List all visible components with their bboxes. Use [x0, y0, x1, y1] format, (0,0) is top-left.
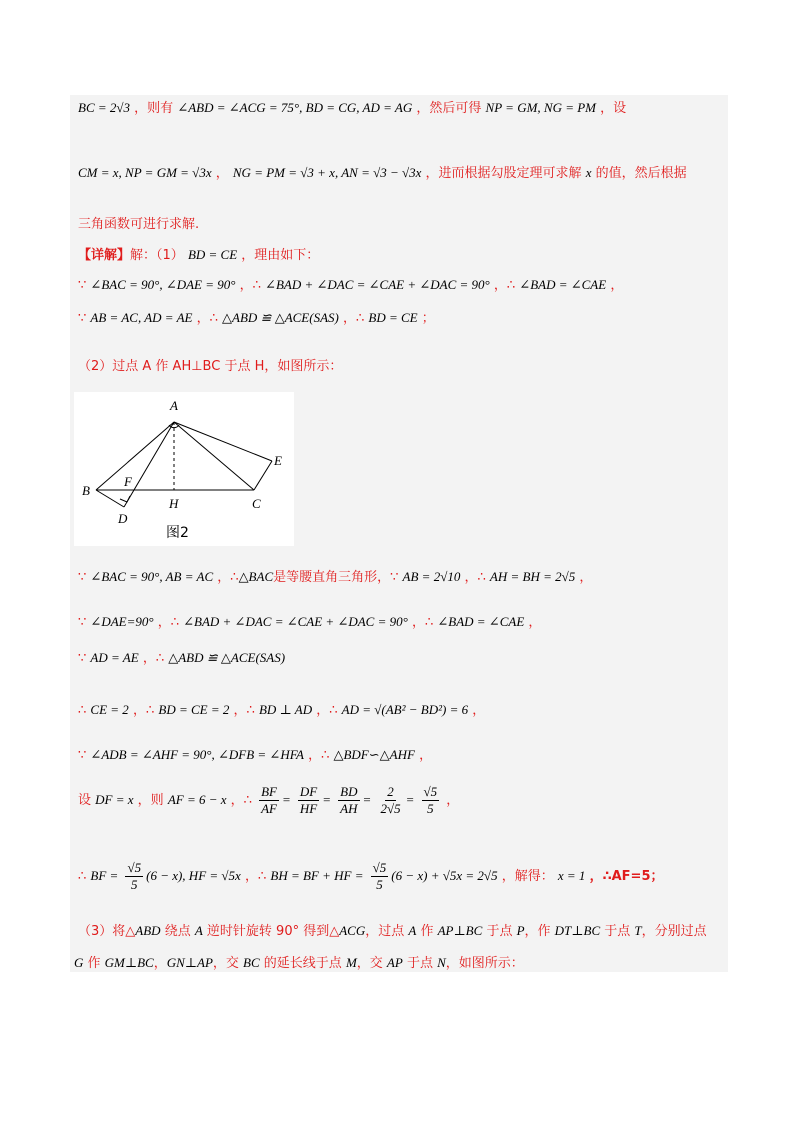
expr: A — [408, 923, 417, 938]
expr: BC = 2√3 — [78, 100, 131, 115]
expr: ∠BAC = 90°, AB = AC — [90, 569, 214, 584]
expr: ∠BAD = ∠CAE — [519, 277, 607, 292]
expr: △BDF∽△AHF — [333, 747, 415, 762]
symbol: ∵ — [78, 278, 87, 293]
text: ，交 — [212, 956, 244, 971]
label-f: F — [124, 474, 132, 489]
symbol: ，∴ — [411, 615, 434, 630]
expr: BF = — [90, 868, 119, 883]
expr: BD = CE — [187, 247, 238, 262]
symbol: ，∴ — [316, 703, 338, 718]
fraction — [298, 784, 319, 817]
symbol: ，∴ — [239, 278, 261, 293]
expr: BD ⊥ AD — [258, 702, 313, 717]
text: 解：（1） — [130, 248, 184, 263]
expr: GN⊥AP — [166, 955, 213, 970]
symbol: ，∴ — [342, 311, 365, 326]
numerator: BF — [261, 784, 277, 799]
expr: DT⊥BC — [554, 923, 601, 938]
denominator: 5 — [131, 877, 138, 892]
expr: ∠BAD + ∠DAC = ∠CAE + ∠DAC = 90° — [265, 277, 490, 292]
label-b: B — [82, 483, 90, 498]
symbol: ∵ — [78, 748, 87, 763]
symbol: ，∴ — [493, 278, 516, 293]
expr: CE = 2 — [90, 702, 129, 717]
text: 绕点 — [160, 924, 195, 939]
detail-heading — [78, 245, 319, 266]
symbol: ，∴ — [217, 570, 239, 585]
text: （3）将△ — [78, 924, 136, 939]
text: 作 — [416, 924, 438, 939]
symbol: 设 — [78, 793, 92, 808]
symbol: ，∴ — [244, 869, 267, 884]
expr: ∠ADB = ∠AHF = 90°, ∠DFB = ∠HFA — [90, 747, 304, 762]
figure-svg — [74, 392, 294, 546]
symbol: ； — [421, 311, 435, 326]
expr: ∠BAD + ∠DAC = ∠CAE + ∠DAC = 90° — [183, 614, 408, 629]
expr: ∠ABD = ∠ACG = 75°, BD = CG, AD = AG — [177, 100, 413, 115]
expr: AH = BH = 2√5 — [489, 569, 576, 584]
expr: BD = CE = 2 — [158, 702, 230, 717]
text: 作 — [83, 956, 105, 971]
part2-line-4 — [78, 700, 485, 721]
symbol: ，∴ — [157, 615, 179, 630]
text: ，如图所示： — [445, 956, 524, 971]
expr: ACG — [339, 923, 366, 938]
text: 于点 — [402, 956, 438, 971]
text: ，过点 — [365, 924, 409, 939]
text: 的值，然后根据 — [595, 166, 687, 181]
fraction — [338, 784, 359, 817]
expr: ABD — [135, 923, 161, 938]
expr: T — [634, 923, 642, 938]
text: 的延长线于点 — [259, 956, 346, 971]
expr: (6 − x), HF = √5x — [146, 868, 241, 883]
expr: N — [437, 955, 446, 970]
equals: = — [362, 792, 372, 807]
symbol: ， — [419, 748, 433, 763]
text: ，解得： — [501, 869, 554, 884]
figure-caption: 图2 — [166, 525, 189, 541]
numerator: DF — [299, 784, 318, 799]
text: 是等腰直角三角形，∵ — [273, 570, 399, 585]
text: ， — [153, 956, 167, 971]
expr: NG = PM = √3 + x, AN = √3 − √3x — [232, 165, 422, 180]
symbol: ，则 — [137, 793, 164, 808]
fraction — [259, 784, 279, 817]
symbol: ， — [528, 615, 542, 630]
expr: BH = BF + HF = — [270, 868, 364, 883]
text: ，交 — [356, 956, 387, 971]
expr: AB = AC, AD = AE — [90, 310, 193, 325]
expr: AD = √(AB² − BD²) = 6 — [341, 702, 469, 717]
part2-line-3 — [78, 648, 285, 669]
symbol: ，∴ — [464, 570, 486, 585]
analysis-line-2 — [78, 163, 687, 184]
text: ，∴AF=5； — [589, 869, 664, 884]
numerator: 2 — [387, 784, 394, 799]
part2-line-5 — [78, 745, 432, 766]
part2-line-7 — [78, 860, 664, 893]
part1-line-3 — [78, 308, 435, 329]
symbol: ， — [610, 278, 624, 293]
numerator: √5 — [423, 784, 438, 799]
expr: P — [516, 923, 525, 938]
expr: △BAC — [238, 569, 274, 584]
expr: ∠BAD = ∠CAE — [437, 614, 525, 629]
text: 于点 — [482, 924, 517, 939]
expr: (6 − x) + √5x = 2√5 — [391, 868, 498, 883]
numerator: BD — [340, 784, 358, 799]
text: ，设 — [600, 101, 627, 116]
expr: AP — [386, 955, 403, 970]
label-c: C — [252, 496, 261, 511]
equals: = — [405, 792, 415, 807]
symbol: ∴ — [78, 869, 87, 884]
text: ，进而根据勾股定理可求解 — [425, 166, 582, 181]
fraction — [378, 784, 402, 817]
symbol: ∵ — [78, 615, 87, 630]
denominator: HF — [299, 801, 318, 816]
expr: △ABD ≌ △ACE(SAS) — [222, 310, 339, 325]
symbol: ，∴ — [233, 703, 255, 718]
text: 逆时针旋转 90° 得到△ — [202, 924, 340, 939]
denominator: AF — [261, 801, 277, 816]
label-d: D — [118, 511, 128, 526]
expr: M — [345, 955, 357, 970]
part2-line-2 — [78, 612, 541, 633]
numerator: √5 — [127, 860, 142, 875]
geometry-figure — [74, 392, 294, 546]
denominator: 2√5 — [380, 801, 401, 816]
symbol: ，∴ — [142, 651, 165, 666]
part2-heading: （2）过点 A 作 AH⊥BC 于点 H，如图所示： — [78, 359, 343, 374]
expr: DF = x — [95, 792, 134, 807]
text: ，作 — [524, 924, 555, 939]
symbol: ， — [472, 703, 486, 718]
symbol: ∵ — [78, 311, 87, 326]
expr: NP = GM, NG = PM — [485, 100, 597, 115]
variable: x — [585, 165, 592, 180]
part1-line-2 — [78, 275, 623, 296]
expr: BC — [243, 955, 260, 970]
text: 于点 — [600, 924, 635, 939]
equals: = — [322, 792, 332, 807]
text: ，分别过点 — [641, 924, 707, 939]
expr: AB = 2√10 — [402, 569, 461, 584]
denominator: 5 — [376, 877, 383, 892]
expr: CM = x, NP = GM = √3x — [78, 165, 212, 180]
expr: G — [74, 955, 84, 970]
label-h: H — [169, 496, 179, 511]
text: ， — [215, 166, 229, 181]
expr: AF = 6 − x — [167, 792, 227, 807]
equals: = — [281, 792, 291, 807]
symbol: ∵ — [78, 570, 87, 585]
expr: GM⊥BC — [104, 955, 154, 970]
symbol: ，∴ — [132, 703, 155, 718]
symbol: ， — [579, 570, 593, 585]
analysis-line-3: 三角函数可进行求解. — [78, 217, 200, 232]
symbol: ∴ — [78, 703, 87, 718]
expr: ∠DAE=90° — [90, 614, 154, 629]
numerator: √5 — [372, 860, 387, 875]
part3-line-1 — [78, 921, 707, 942]
fraction — [125, 860, 143, 893]
expr: x = 1 — [557, 868, 586, 883]
expr: BD = CE — [368, 310, 418, 325]
label-e: E — [274, 453, 282, 468]
part3-line-2 — [74, 953, 524, 974]
denominator: AH — [340, 801, 358, 816]
text: ，然后可得 — [416, 101, 482, 116]
fraction — [422, 784, 440, 817]
text: ，则有 — [134, 101, 174, 116]
detail-tag: 【详解】 — [78, 248, 131, 263]
part2-line-6 — [78, 784, 459, 817]
symbol: ， — [446, 793, 460, 808]
expr: AP⊥BC — [437, 923, 483, 938]
symbol: ∵ — [78, 651, 87, 666]
expr: AD = AE — [90, 650, 139, 665]
expr: ∠BAC = 90°, ∠DAE = 90° — [90, 277, 236, 292]
analysis-line-1 — [78, 98, 626, 119]
symbol: ，∴ — [308, 748, 330, 763]
text: ，理由如下： — [241, 248, 320, 263]
fraction — [371, 860, 389, 893]
symbol: ，∴ — [230, 793, 252, 808]
symbol: ，∴ — [196, 311, 218, 326]
expr: A — [194, 923, 203, 938]
denominator: 5 — [427, 801, 434, 816]
part2-line-1 — [78, 567, 592, 588]
label-a: A — [170, 398, 178, 413]
expr: △ABD ≌ △ACE(SAS) — [168, 650, 286, 665]
